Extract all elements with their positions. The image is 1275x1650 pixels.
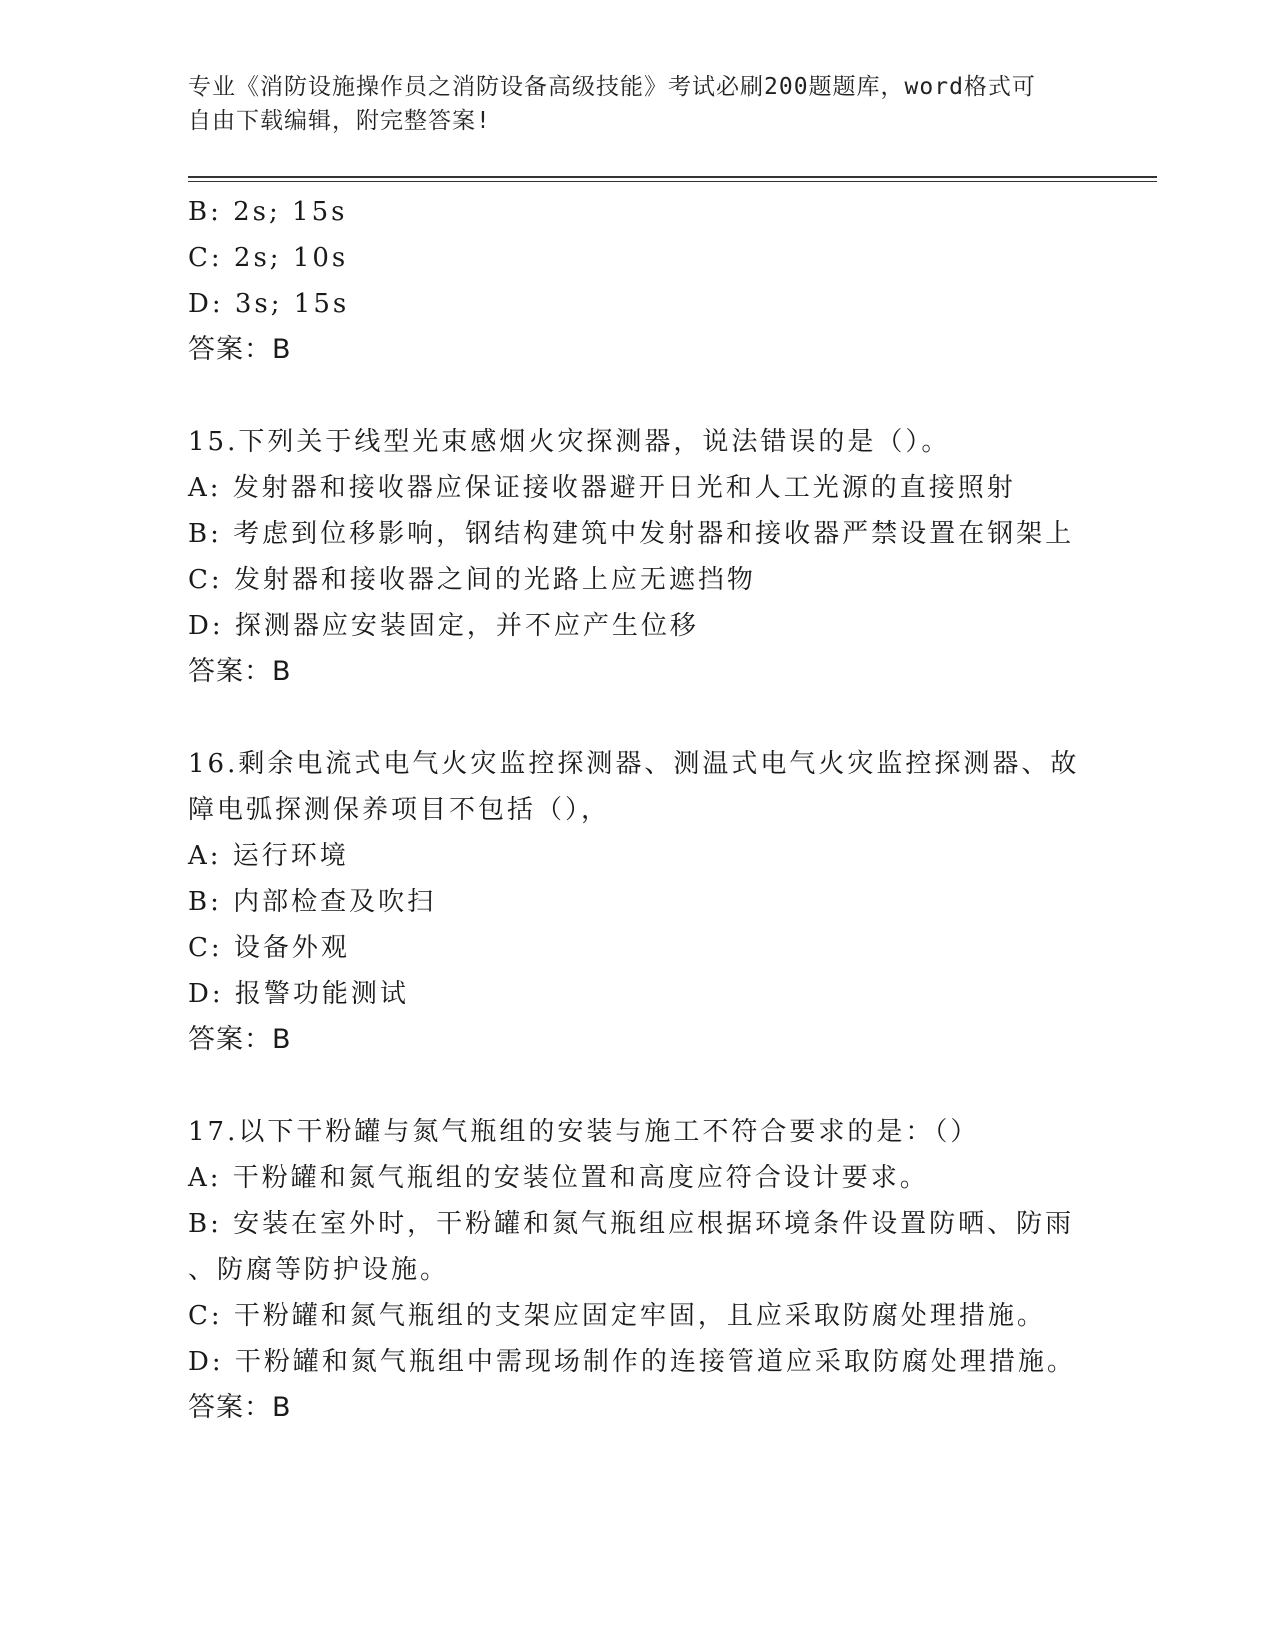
answer: 答案：B — [188, 1024, 292, 1055]
question-17 — [188, 1109, 1088, 1431]
option-a: A: 运行环境 — [188, 841, 349, 871]
option-a: A: 干粉罐和氮气瓶组的安装位置和高度应符合设计要求。 — [188, 1163, 929, 1193]
spacer — [188, 695, 1088, 741]
question-text: 15.下列关于线型光束感烟火灾探测器，说法错误的是（）。 — [188, 427, 951, 457]
option-a: A: 发射器和接收器应保证接收器避开日光和人工光源的直接照射 — [188, 473, 1016, 503]
option-b: B: 内部检查及吹扫 — [188, 887, 437, 917]
header-rule-thin — [188, 181, 1157, 182]
header-rule-thick — [188, 176, 1157, 178]
option-c: C: 发射器和接收器之间的光路上应无遮挡物 — [188, 565, 756, 595]
question-text-line-1: 16.剩余电流式电气火灾监控探测器、测温式电气火灾监控探测器、故 — [188, 749, 1080, 779]
option-d: D: 干粉罐和氮气瓶组中需现场制作的连接管道应采取防腐处理措施。 — [188, 1347, 1076, 1377]
option-b-line-1: B: 安装在室外时，干粉罐和氮气瓶组应根据环境条件设置防晒、防雨 — [188, 1209, 1075, 1239]
document-header — [188, 70, 1088, 138]
header-line-1: 专业《消防设施操作员之消防设备高级技能》考试必刷200题题库，word格式可 — [188, 74, 1036, 100]
option-c: C: 设备外观 — [188, 933, 350, 963]
option-d: D: 3s; 15s — [188, 289, 350, 319]
spacer — [188, 373, 1088, 419]
option-c: C: 2s; 10s — [188, 243, 349, 273]
option-b: B: 考虑到位移影响，钢结构建筑中发射器和接收器严禁设置在钢架上 — [188, 519, 1075, 549]
answer: 答案：B — [188, 1392, 292, 1423]
question-15 — [188, 419, 1088, 695]
question-text-line-2: 障电弧探测保养项目不包括（）， — [188, 795, 611, 825]
spacer — [188, 1063, 1088, 1109]
question-list — [188, 189, 1088, 1431]
answer: 答案：B — [188, 334, 292, 365]
option-c: C: 干粉罐和氮气瓶组的支架应固定牢固，且应采取防腐处理措施。 — [188, 1301, 1046, 1331]
question-text: 17.以下干粉罐与氮气瓶组的安装与施工不符合要求的是：（） — [188, 1117, 980, 1147]
answer: 答案：B — [188, 656, 292, 687]
option-b: B: 2s; 15s — [188, 197, 348, 227]
option-d: D: 探测器应安装固定，并不应产生位移 — [188, 611, 699, 641]
option-b-line-2: 、防腐等防护设施。 — [188, 1255, 450, 1285]
question-14 — [188, 189, 1088, 373]
option-d: D: 报警功能测试 — [188, 979, 409, 1009]
question-16 — [188, 741, 1088, 1063]
header-line-2: 自由下载编辑，附完整答案! — [188, 108, 491, 134]
